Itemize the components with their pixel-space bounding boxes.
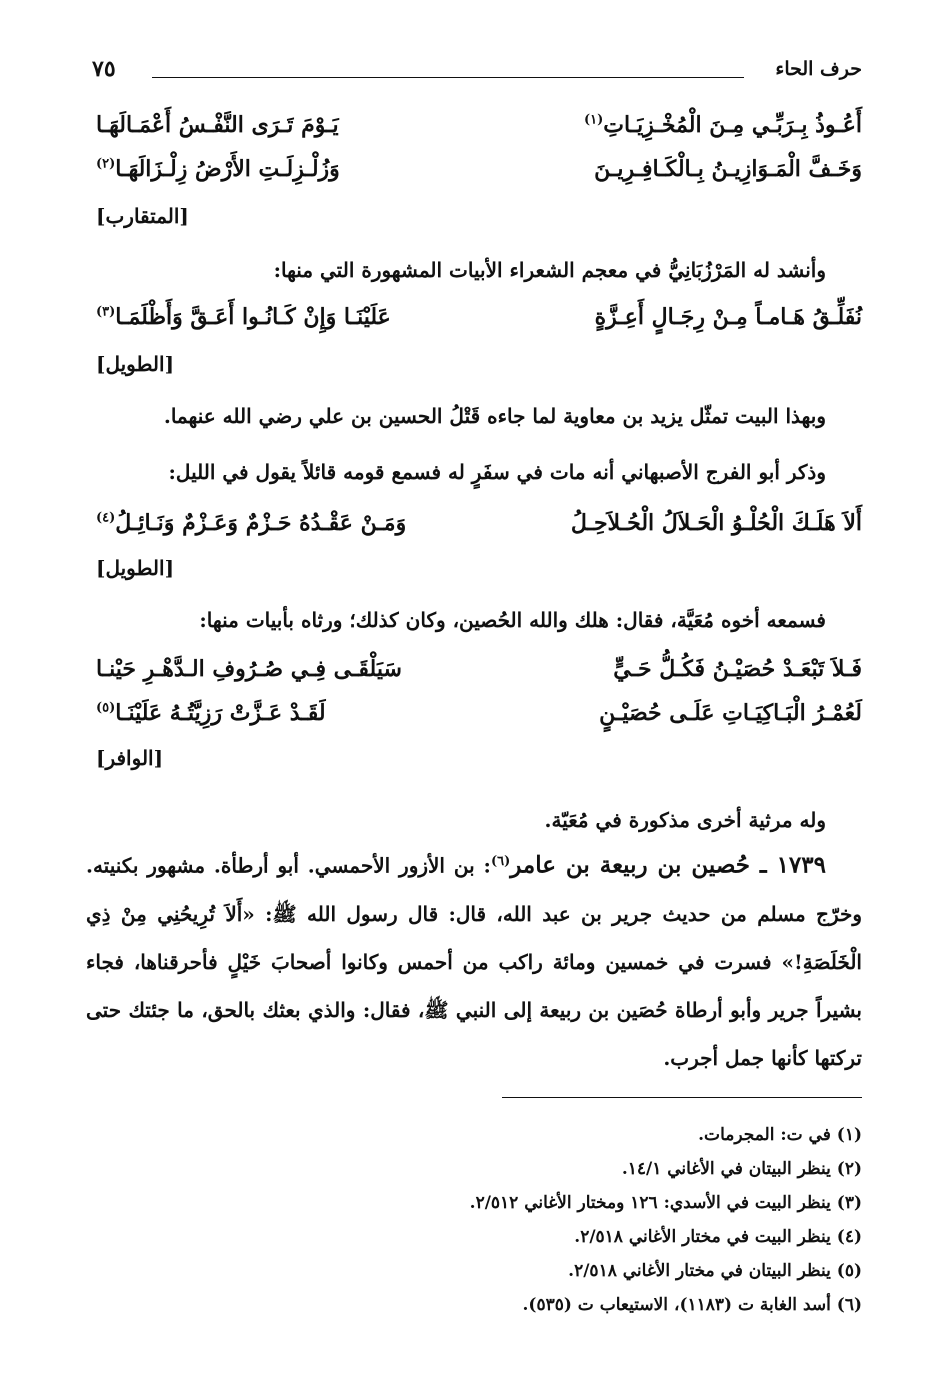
- verse-first-hemistich: لَعُمْـرُ الْبَـاكِيَـاتِ عَلَـى حُصَيْـنٍ: [599, 700, 862, 726]
- verse-second-hemistich: يَـوْمَ تَـرَى النَّفْـسُ أَعْمَـالَهَـا: [96, 112, 339, 138]
- verse-second-hemistich: عَلَيْنَـا وَإِنْ كَـانُـوا أَعَـقَّ وَأَظْلَمَـا$^{(٣)}$: [96, 304, 391, 330]
- paragraph: وأنشد له المَرْزُبَانِيُّ في معجم الشعراء الأبيات المشهورة التي منها:: [273, 258, 826, 282]
- verse-second-hemistich: وَزُلْـزِلَـتِ الأَرْضُ زِلْـزَالَهَـا$^{(٢)}$: [96, 156, 340, 182]
- header-rule: [152, 77, 744, 78]
- footnote-marker: (٣): [96, 304, 116, 320]
- verse-first-hemistich: أَعُـوذُ بِـرَبِّـي مِـنَ الْمُخْـزِيَـاتِ$^{(١)}$: [583, 112, 862, 138]
- page-number: ٧٥: [92, 56, 116, 82]
- chapter-title: حرف الحاء: [775, 58, 862, 80]
- paragraph: فسمعه أخوه مُعَيَّة، فقال: هلك والله الحُصين، وكان كذلك؛ ورثاه بأبيات منها:: [199, 608, 826, 632]
- footnote: (٥) ينظر البيتان في مختار الأغاني ٢/٥١٨.: [568, 1261, 862, 1281]
- meter-label: [الطويل]: [96, 556, 175, 580]
- meter-label: [المتقارب]: [96, 204, 189, 228]
- verse-first-hemistich: وَخَـفَّ الْمَـوَازِيـنُ بِـالْكَـافِـرِيـنَ: [594, 156, 862, 182]
- footnote-separator: [502, 1097, 862, 1098]
- entry-heading: ١٧٣٩ ـ حُصين بن ربيعة بن عامر: [510, 851, 826, 879]
- footnote-marker: (٦): [490, 854, 511, 869]
- verse-line: [96, 304, 862, 344]
- meter-label: [الوافر]: [96, 746, 164, 770]
- verse-line: [96, 510, 862, 550]
- footnote: (٦) أسد الغابة ت (١١٨٣)، الاستيعاب ت (٥٣٥).: [522, 1295, 862, 1315]
- meter-label: [الطويل]: [96, 352, 175, 376]
- verse-first-hemistich: أَلاَ هَلَـكَ الْحُلْـوُ الْحَـلاَلُ الْحُـلاَحِـلُ: [570, 510, 862, 536]
- footnote: (٢) ينظر البيتان في الأغاني ١٤/١.: [621, 1159, 862, 1179]
- verse-first-hemistich: فَـلاَ تَبْعَـدْ حُصَيْـنُ فَكُـلُّ حَـيٍّ: [613, 656, 862, 682]
- entry-text: : بن الأزور الأحمسي. أبو أرطأة. مشهور بكنيته. وخرّج مسلم من حديث جرير بن عبد الله، قال: قال رسول الله ﷺ: «أَلاَ تُرِيحُنِي مِنْ ذِي الْخَلَصَةِ!» فسرت في خمسين ومائة راكب من أحمس وكانوا أصحابَ خَيْلٍ فأحرقناها، فجاء بشيراً جرير وأبو أرطاة حُصَين بن ربيعة إلى النبي ﷺ، فقال: والذي بعثك بالحق، ما جئتك حتى تركتها كأنها جمل أجرب.: [86, 853, 862, 1070]
- footnote: (٤) ينظر البيت في مختار الأغاني ٢/٥١٨.: [574, 1227, 862, 1247]
- verse-second-hemistich: لَقَـدْ عَـزَّتْ رَزِيَّتُـهُ عَلَيْنَـا$^{(٥)}$: [96, 700, 326, 726]
- verse-line: [96, 156, 862, 196]
- verse-line: [96, 700, 862, 740]
- verse-line: [96, 112, 862, 152]
- paragraph: وله مرثية أخرى مذكورة في مُعَيّة.: [544, 808, 826, 832]
- footnote: (٣) ينظر البيت في الأسدي: ١٢٦ ومختار الأغاني ٢/٥١٢.: [469, 1193, 862, 1213]
- biography-entry: [86, 838, 862, 1082]
- verse-second-hemistich: سَيَلْقَـى فِـي صُـرُوفِ الـدَّهْـرِ حَيْنـا: [96, 656, 402, 682]
- verse-first-hemistich: نُفَلِّـقُ هَـامـاً مِـنْ رِجَـالٍ أَعِـزَّةٍ: [594, 304, 862, 330]
- footnote-marker: (٤): [96, 510, 116, 526]
- footnote-marker: (٥): [96, 700, 116, 716]
- paragraph: وبهذا البيت تمثّل يزيد بن معاوية لما جاءه قَتْلُ الحسين بن علي رضي الله عنهما.: [163, 404, 826, 428]
- footnotes: [86, 1118, 862, 1322]
- paragraph: وذكر أبو الفرج الأصبهاني أنه مات في سفَرٍ له فسمع قومه قائلاً يقول في الليل:: [168, 460, 826, 484]
- footnote-marker: (١): [583, 112, 604, 128]
- verse-line: [96, 656, 862, 696]
- running-header: [92, 56, 862, 90]
- footnote: (١) في ت: المجرمات.: [698, 1125, 862, 1145]
- footnote-marker: (٢): [96, 156, 116, 172]
- verse-second-hemistich: وَمَـنْ عَقْـدُهُ حَـزْمٌ وَعَـزْمٌ وَنَـائِـلُ$^{(٤)}$: [96, 510, 407, 536]
